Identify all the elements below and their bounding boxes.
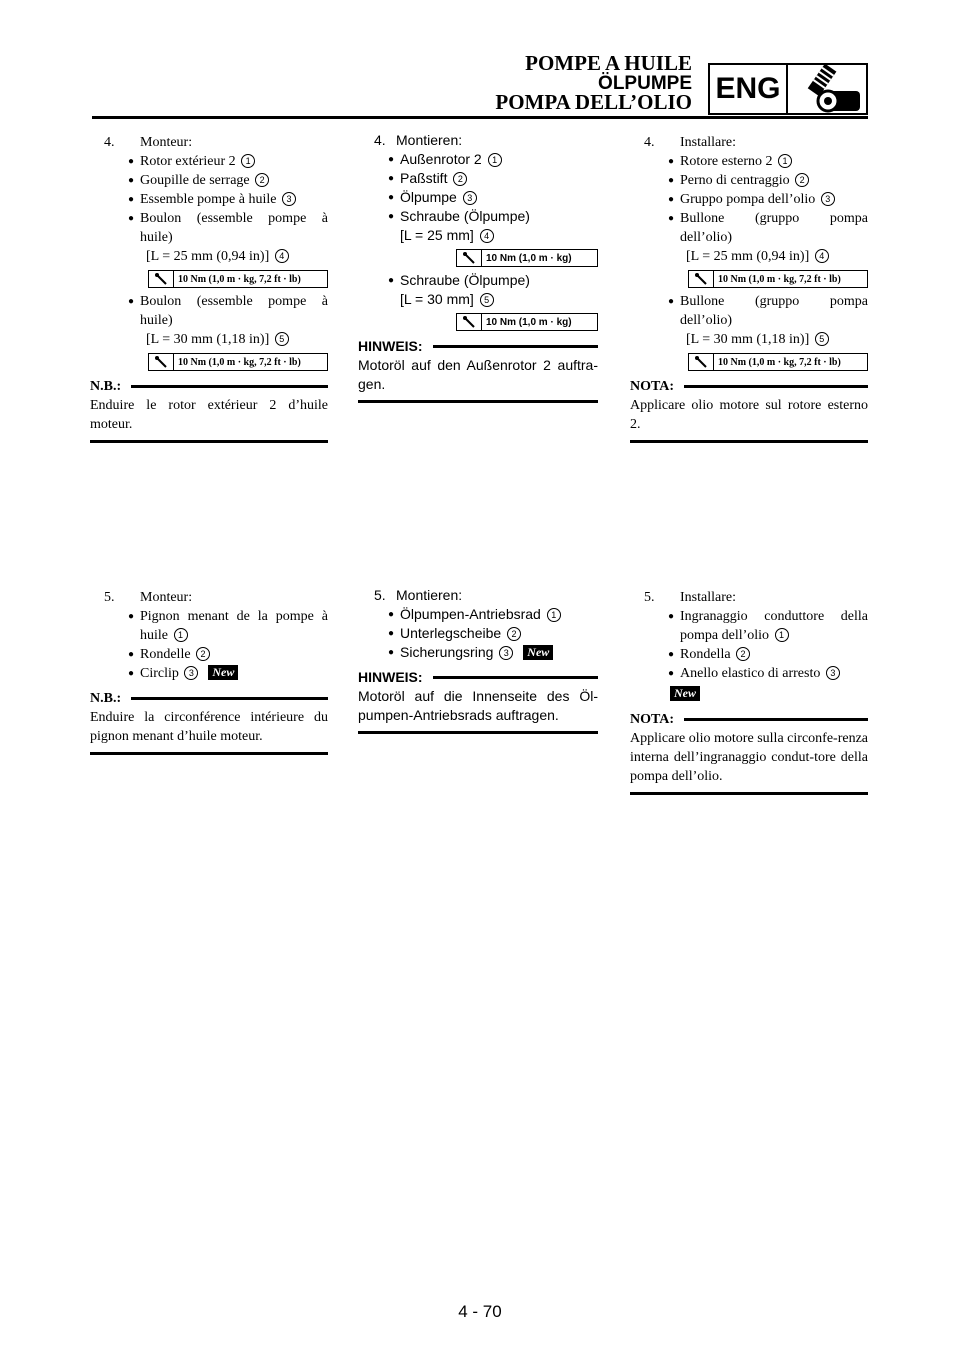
callout-3: 3	[184, 666, 198, 680]
callout-4: 4	[480, 229, 494, 243]
step-title: Monteur:	[140, 590, 193, 605]
bullet-icon: ●	[388, 628, 395, 639]
bullet-icon: ●	[668, 213, 675, 224]
fr-step-5	[90, 588, 328, 755]
torque-spec	[148, 353, 328, 371]
callout-3: 3	[463, 191, 477, 205]
list-item: Rondella	[680, 647, 731, 662]
bullet-icon: ●	[128, 611, 135, 622]
note-end-rule	[630, 440, 868, 443]
list-item: Schraube (Ölpumpe)	[400, 272, 530, 288]
bullet-icon: ●	[388, 647, 395, 658]
note-rule	[433, 345, 598, 348]
list-item: Rotore esterno 2	[680, 154, 773, 169]
list-item: Boulon (essemble pompe à huile)	[140, 211, 328, 245]
list-item: Bullone (gruppo pompa dell’olio)	[680, 211, 868, 245]
wrench-icon	[457, 250, 482, 266]
list-item: Rotor extérieur 2	[140, 154, 236, 169]
callout-5: 5	[275, 332, 289, 346]
list-item: Boulon (essemble pompe à huile)	[140, 294, 328, 328]
bullet-icon: ●	[388, 154, 395, 165]
torque-spec	[688, 270, 868, 288]
note-rule	[131, 697, 328, 700]
callout-5: 5	[480, 293, 494, 307]
note-label: N.B.:	[90, 691, 122, 706]
new-part-badge: New	[670, 686, 700, 701]
list-item: Pignon menant de la pompe à huile	[140, 609, 328, 643]
torque-value: 10 Nm (1,0 m · kg)	[486, 316, 572, 328]
list-item: Außenrotor 2	[400, 151, 482, 167]
callout-3: 3	[821, 192, 835, 206]
step-title: Monteur:	[140, 135, 193, 150]
callout-3: 3	[282, 192, 296, 206]
note-heading	[90, 689, 328, 708]
callout-1: 1	[174, 628, 188, 642]
bolt-length: [L = 30 mm (1,18 in)]	[146, 332, 270, 347]
bolt-length: [L = 25 mm (0,94 in)]	[146, 249, 270, 264]
list-item: Paßstift	[400, 170, 448, 186]
callout-5: 5	[815, 332, 829, 346]
note-label: N.B.:	[90, 379, 122, 394]
header-rule	[92, 116, 868, 119]
bullet-icon: ●	[128, 296, 135, 307]
note-label: HINWEIS:	[358, 669, 423, 685]
header-title-fr: POMPE A HUILE	[525, 51, 692, 75]
note-text: Applicare olio motore sul rotore esterno 2.	[630, 398, 868, 432]
note-rule	[433, 676, 598, 679]
torque-spec	[456, 249, 598, 267]
list-item: Perno di centraggio	[680, 173, 790, 188]
bullet-icon: ●	[128, 649, 135, 660]
bullet-icon: ●	[668, 194, 675, 205]
step-number: 4.	[644, 135, 655, 150]
torque-spec	[148, 270, 328, 288]
list-item: Schraube (Ölpumpe)	[400, 208, 530, 224]
bullet-icon: ●	[668, 649, 675, 660]
callout-2: 2	[736, 647, 750, 661]
bullet-icon: ●	[388, 275, 395, 286]
bullet-icon: ●	[388, 211, 395, 222]
bullet-icon: ●	[128, 194, 135, 205]
note-text: Motoröl auf den Außenrotor 2 auftra-gen.	[358, 357, 598, 392]
note-heading	[630, 710, 868, 729]
list-item: Essemble pompe à huile	[140, 192, 277, 207]
fr-step-4	[90, 133, 328, 443]
header-title-it: POMPA DELL’OLIO	[495, 90, 692, 114]
note-heading	[358, 668, 598, 687]
note-text: Enduire le rotor extérieur 2 d’huile moteur.	[90, 398, 328, 432]
callout-3: 3	[499, 646, 513, 660]
new-part-badge: New	[208, 665, 238, 680]
callout-1: 1	[778, 154, 792, 168]
callout-4: 4	[815, 249, 829, 263]
bolt-length: [L = 25 mm (0,94 in)]	[686, 249, 810, 264]
engine-bolt-icon	[788, 63, 868, 115]
bolt-length: [L = 30 mm]	[400, 291, 474, 307]
callout-2: 2	[255, 173, 269, 187]
list-item: Sicherungsring	[400, 644, 494, 660]
callout-2: 2	[795, 173, 809, 187]
wrench-icon	[457, 314, 482, 330]
bullet-icon: ●	[128, 175, 135, 186]
bullet-icon: ●	[668, 668, 675, 679]
step-number: 4.	[104, 135, 115, 150]
new-part-badge: New	[523, 645, 553, 660]
step-number: 5.	[104, 590, 115, 605]
note-heading	[630, 377, 868, 396]
note-rule	[684, 385, 868, 388]
list-item: Gruppo pompa dell’olio	[680, 192, 816, 207]
callout-1: 1	[775, 628, 789, 642]
it-step-5	[630, 588, 868, 795]
torque-value: 10 Nm (1,0 m · kg, 7,2 ft · lb)	[178, 356, 301, 368]
callout-3: 3	[826, 666, 840, 680]
bullet-icon: ●	[668, 296, 675, 307]
list-item: Ölpumpe	[400, 189, 457, 205]
de-step-4	[358, 131, 598, 403]
note-end-rule	[90, 440, 328, 443]
bullet-icon: ●	[128, 156, 135, 167]
note-label: HINWEIS:	[358, 338, 423, 354]
step-title: Installare:	[680, 135, 736, 150]
step-number: 5.	[644, 590, 655, 605]
note-end-rule	[630, 792, 868, 795]
callout-2: 2	[507, 627, 521, 641]
wrench-icon	[149, 271, 174, 287]
torque-spec	[456, 313, 598, 331]
list-item: Circlip	[140, 666, 179, 681]
note-label: NOTA:	[630, 712, 675, 727]
torque-value: 10 Nm (1,0 m · kg)	[486, 252, 572, 264]
bullet-icon: ●	[128, 213, 135, 224]
wrench-icon	[689, 271, 714, 287]
note-heading	[358, 337, 598, 356]
callout-4: 4	[275, 249, 289, 263]
note-rule	[131, 385, 328, 388]
note-heading	[90, 377, 328, 396]
list-item: Rondelle	[140, 647, 191, 662]
de-step-5	[358, 586, 598, 734]
callout-1: 1	[547, 608, 561, 622]
torque-value: 10 Nm (1,0 m · kg, 7,2 ft · lb)	[718, 356, 841, 368]
step-title: Installare:	[680, 590, 736, 605]
note-end-rule	[358, 400, 598, 403]
bullet-icon: ●	[388, 192, 395, 203]
wrench-icon	[149, 354, 174, 370]
callout-1: 1	[488, 153, 502, 167]
wrench-icon	[689, 354, 714, 370]
step-number: 4.	[374, 132, 386, 148]
note-label: NOTA:	[630, 379, 675, 394]
eng-badge: ENG	[708, 63, 788, 115]
step-title: Montieren:	[396, 587, 463, 603]
bullet-icon: ●	[388, 173, 395, 184]
torque-spec	[688, 353, 868, 371]
bullet-icon: ●	[668, 175, 675, 186]
torque-value: 10 Nm (1,0 m · kg, 7,2 ft · lb)	[718, 273, 841, 285]
it-step-4	[630, 133, 868, 443]
list-item: Anello elastico di arresto	[680, 666, 821, 681]
bullet-icon: ●	[128, 668, 135, 679]
bullet-icon: ●	[388, 609, 395, 620]
note-text: Enduire la circonférence intérieure du pignon menant d’huile moteur.	[90, 710, 328, 744]
list-item: Unterlegscheibe	[400, 625, 502, 641]
bolt-length: [L = 30 mm (1,18 in)]	[686, 332, 810, 347]
step-title: Montieren:	[396, 132, 463, 148]
note-text: Motoröl auf die Innenseite des Öl-pumpen-Antriebsrads auftragen.	[358, 688, 598, 723]
list-item: Ölpumpen-Antriebsrad	[400, 606, 541, 622]
bullet-icon: ●	[668, 156, 675, 167]
header-title-de: ÖLPUMPE	[598, 73, 692, 94]
note-text: Applicare olio motore sulla circonfe-renza interna dell’ingranaggio condut-tore della pompa dell’olio.	[630, 731, 868, 784]
note-end-rule	[358, 731, 598, 734]
list-item: Goupille de serrage	[140, 173, 250, 188]
bullet-icon: ●	[668, 611, 675, 622]
note-end-rule	[90, 752, 328, 755]
callout-2: 2	[196, 647, 210, 661]
callout-1: 1	[241, 154, 255, 168]
note-rule	[684, 718, 868, 721]
torque-value: 10 Nm (1,0 m · kg, 7,2 ft · lb)	[178, 273, 301, 285]
callout-2: 2	[453, 172, 467, 186]
bolt-length: [L = 25 mm]	[400, 227, 474, 243]
list-item: Ingranaggio conduttore della pompa dell’olio	[680, 609, 868, 643]
page-number: 4 - 70	[458, 1302, 502, 1321]
list-item: Bullone (gruppo pompa dell’olio)	[680, 294, 868, 328]
step-number: 5.	[374, 587, 386, 603]
